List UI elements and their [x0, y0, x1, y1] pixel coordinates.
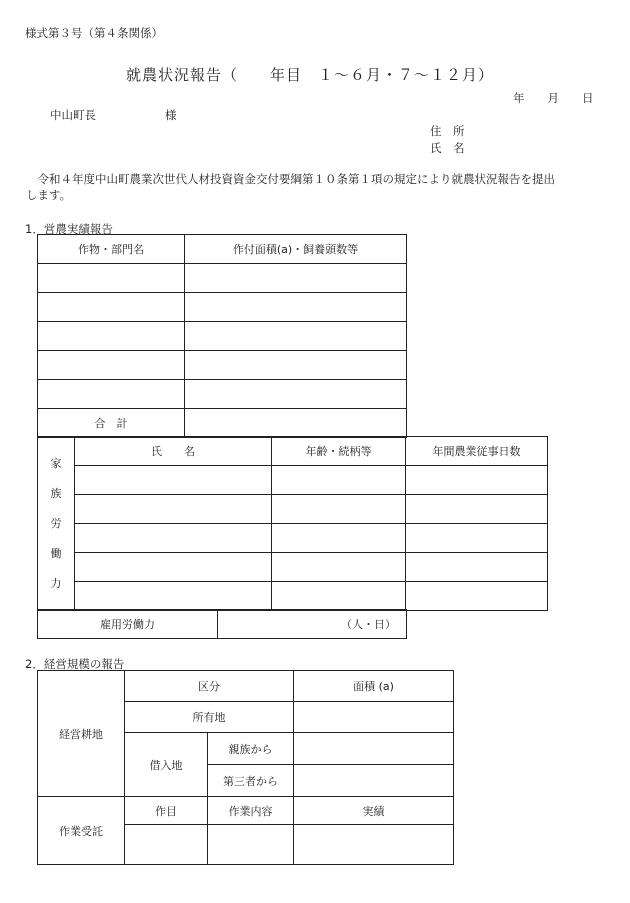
section1-heading: 1．営農実績報告: [25, 222, 113, 236]
col-contract-crop-header: 作目: [125, 797, 208, 825]
addressee: 中山町長 様: [50, 108, 177, 122]
employed-labor-unit[interactable]: （人・日）: [218, 610, 407, 639]
third-party-area-cell[interactable]: [294, 765, 454, 797]
name-cell[interactable]: [75, 582, 272, 611]
days-cell[interactable]: [406, 582, 548, 611]
owned-area-cell[interactable]: [294, 702, 454, 733]
name-cell[interactable]: [75, 553, 272, 582]
crop-cell[interactable]: [38, 380, 185, 409]
crop-cell[interactable]: [38, 322, 185, 351]
body-text-line1: 令和４年度中山町農業次世代人材投資資金交付要綱第１０条第１項の規定により就農状況報告を提出: [26, 172, 555, 186]
days-cell[interactable]: [406, 524, 548, 553]
name-cell[interactable]: [75, 495, 272, 524]
section2-heading: 2．経営規模の報告: [25, 657, 125, 671]
contract-label: 作業受託: [38, 797, 125, 865]
area-cell[interactable]: [185, 351, 407, 380]
page-title: 就農状況報告（ 年目 １～６月・７～１２月）: [126, 66, 495, 84]
owned-land-label: 所有地: [125, 702, 294, 733]
family-labor-table: [37, 436, 548, 611]
work-cell[interactable]: [208, 825, 294, 865]
area-cell[interactable]: [185, 322, 407, 351]
col-name-header: 氏 名: [75, 437, 272, 466]
relatives-area-cell[interactable]: [294, 733, 454, 765]
age-cell[interactable]: [272, 553, 406, 582]
age-cell[interactable]: [272, 524, 406, 553]
address-label: 住 所: [430, 124, 465, 138]
days-cell[interactable]: [406, 553, 548, 582]
crop-cell[interactable]: [38, 351, 185, 380]
age-cell[interactable]: [272, 495, 406, 524]
col-days-header: 年間農業従事日数: [406, 437, 548, 466]
days-cell[interactable]: [406, 495, 548, 524]
col-result-header: 実績: [294, 797, 454, 825]
name-label: 氏 名: [430, 141, 465, 155]
area-cell[interactable]: [185, 264, 407, 293]
col-division-header: 区分: [125, 671, 294, 702]
age-cell[interactable]: [272, 582, 406, 611]
crop-table: [37, 234, 407, 438]
area-cell[interactable]: [185, 293, 407, 322]
relatives-label: 親族から: [208, 733, 294, 765]
leased-land-label: 借入地: [125, 733, 208, 797]
crop-cell[interactable]: [38, 293, 185, 322]
contract-crop-cell[interactable]: [125, 825, 208, 865]
total-label: 合 計: [38, 409, 185, 438]
age-cell[interactable]: [272, 466, 406, 495]
body-text-line2: します。: [26, 188, 72, 202]
third-party-label: 第三者から: [208, 765, 294, 797]
crop-cell[interactable]: [38, 264, 185, 293]
date-line: 年 月 日: [513, 91, 594, 105]
col-work-header: 作業内容: [208, 797, 294, 825]
col-crop-header: 作物・部門名: [38, 235, 185, 264]
farm-scale-table: [37, 670, 454, 865]
name-cell[interactable]: [75, 466, 272, 495]
col-land-area-header: 面積 (a): [294, 671, 454, 702]
land-label: 経営耕地: [38, 671, 125, 797]
col-area-header: 作付面積(a)・飼養頭数等: [185, 235, 407, 264]
name-cell[interactable]: [75, 524, 272, 553]
employed-labor-table: [37, 609, 407, 639]
area-cell[interactable]: [185, 380, 407, 409]
col-age-header: 年齢・続柄等: [272, 437, 406, 466]
days-cell[interactable]: [406, 466, 548, 495]
family-labor-label: 家 族 労 働 力: [38, 437, 75, 611]
result-cell[interactable]: [294, 825, 454, 865]
form-number: 様式第３号（第４条関係）: [25, 26, 163, 40]
total-cell[interactable]: [185, 409, 407, 438]
employed-labor-label: 雇用労働力: [38, 610, 218, 639]
